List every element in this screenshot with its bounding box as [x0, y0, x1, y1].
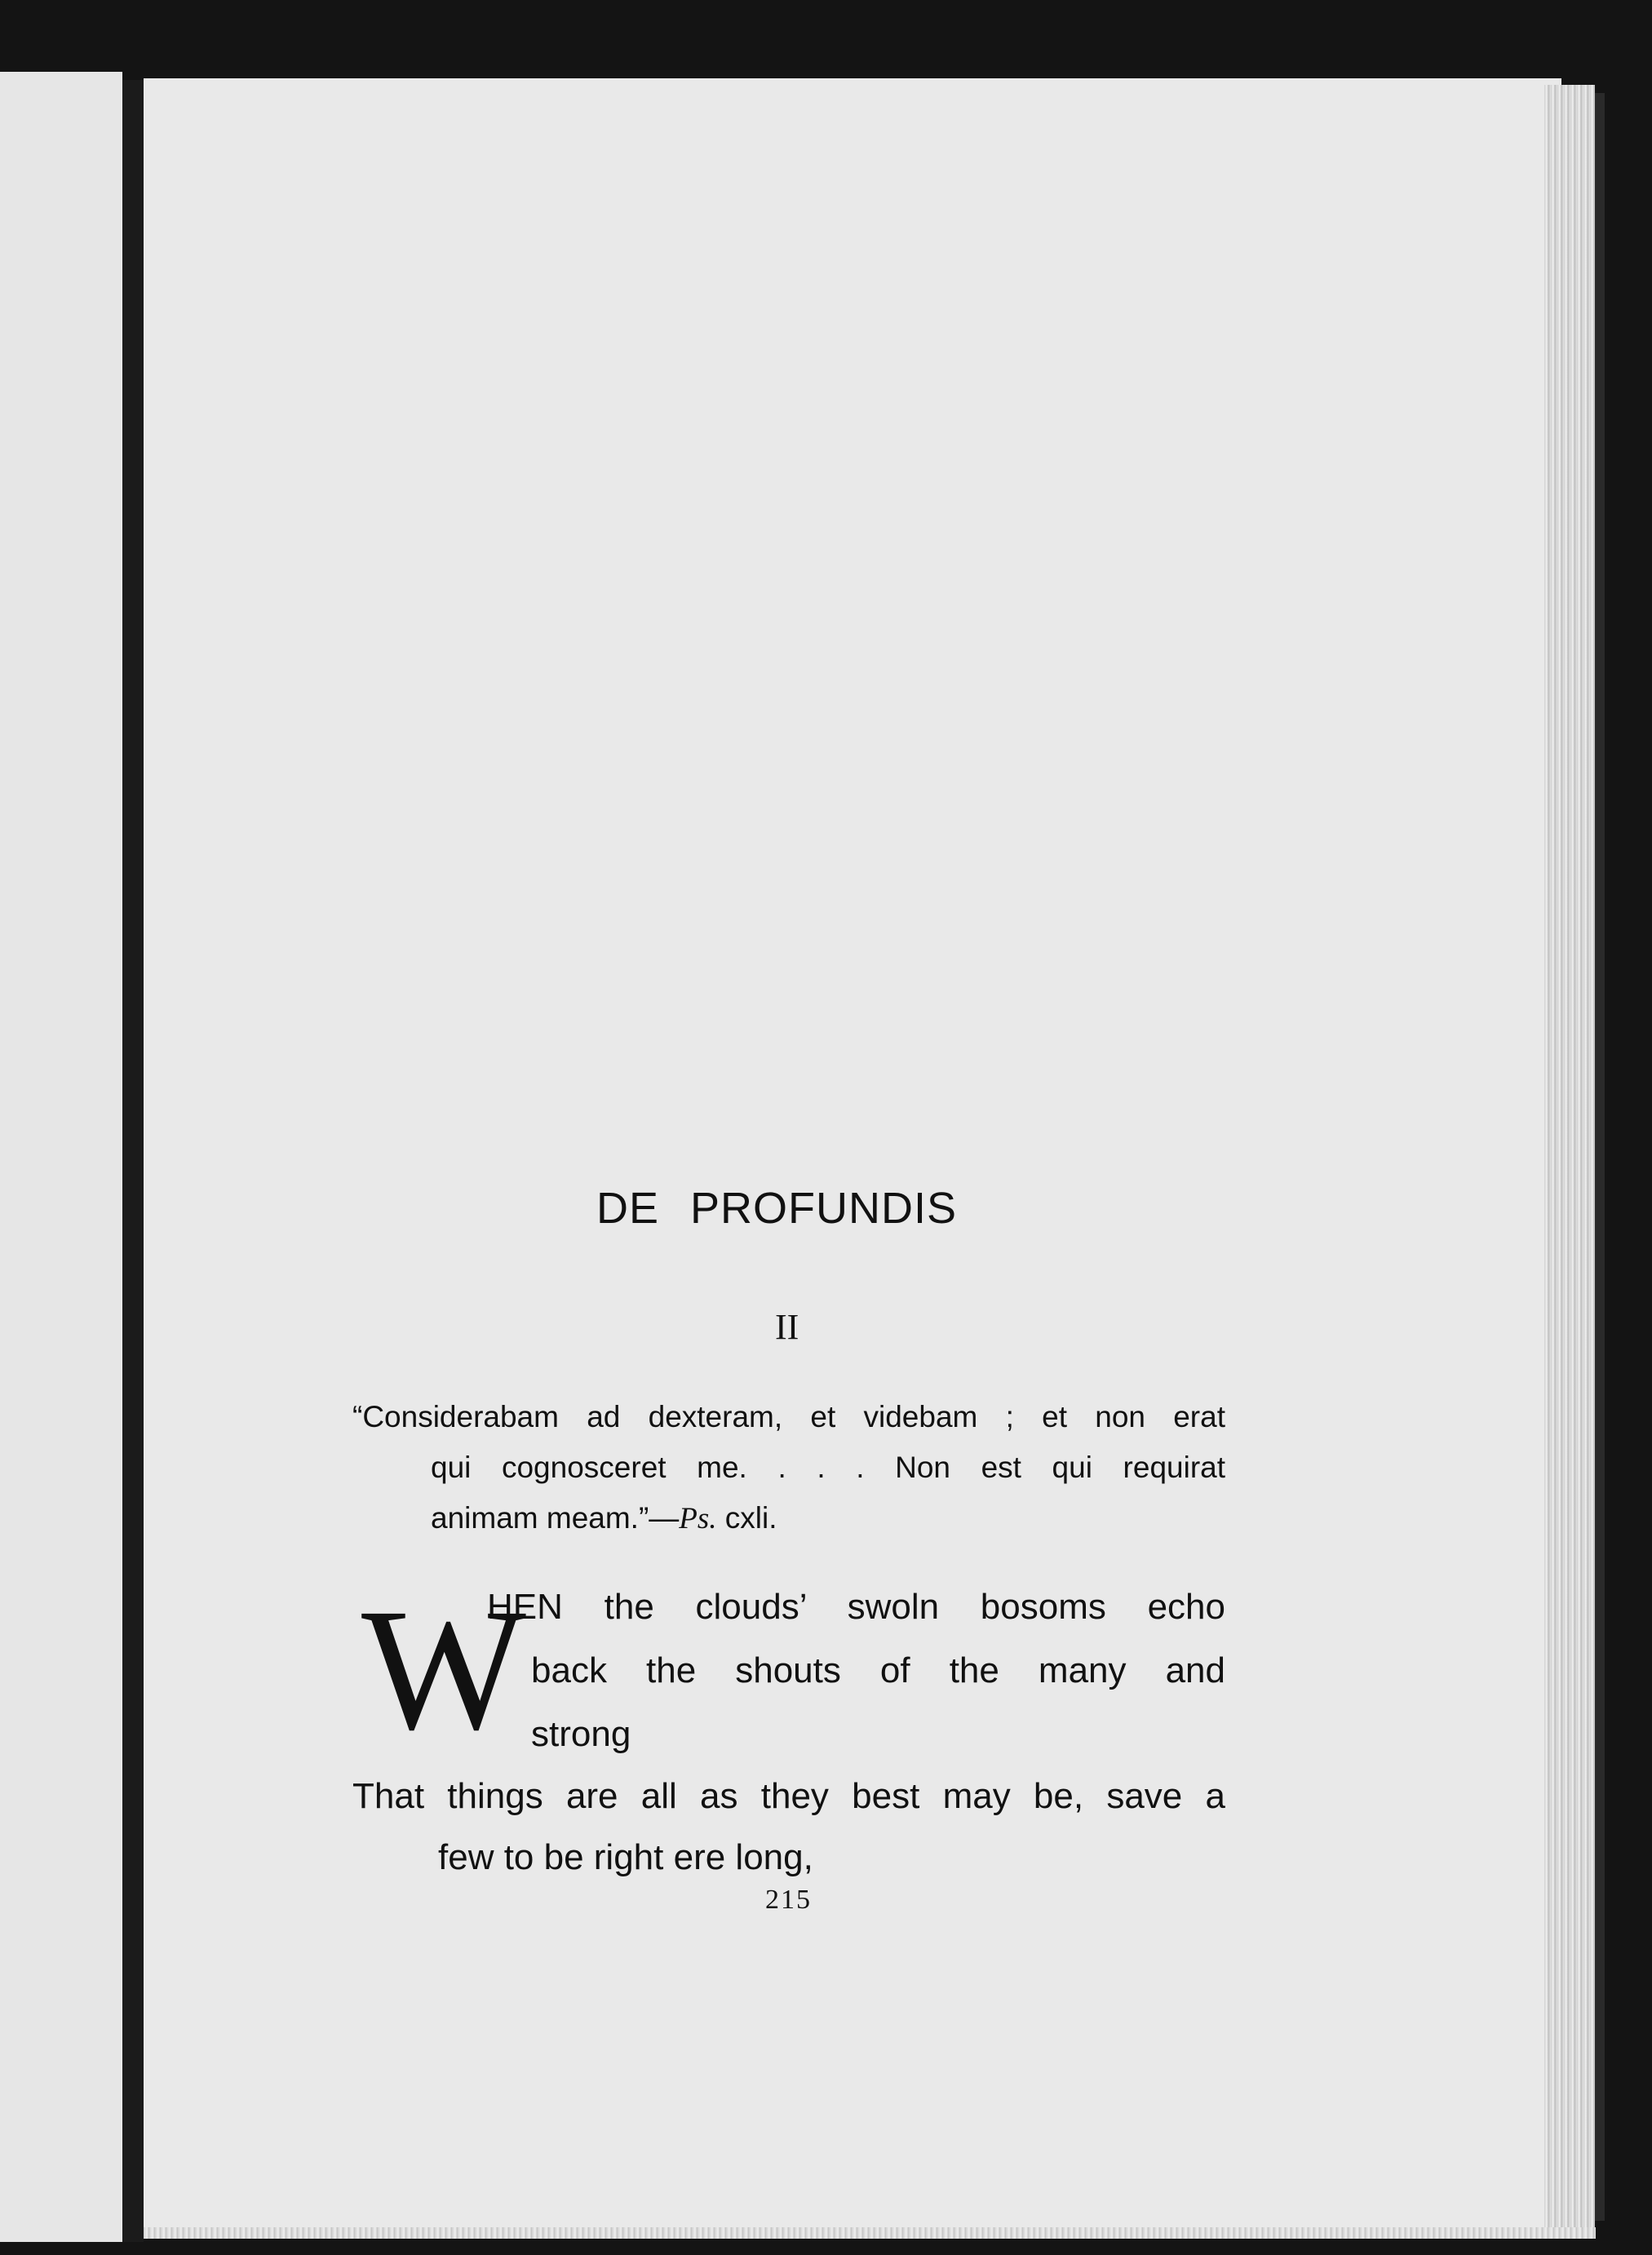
verse-line-1: HEN the clouds’ swoln bosoms echo	[487, 1587, 1225, 1627]
poem-title: DE PROFUNDIS	[596, 1184, 958, 1233]
verse-line-5: few to be right ere long,	[438, 1837, 813, 1877]
page-number: 215	[765, 1885, 812, 1915]
epigraph-text-end: animam meam.”—	[431, 1501, 680, 1535]
epigraph-line-3	[352, 1493, 1225, 1544]
epigraph-reference: cxli.	[716, 1501, 777, 1535]
epigraph-source: Ps.	[679, 1502, 717, 1535]
section-numeral: II	[775, 1307, 799, 1347]
verse-line-4: That things are all as they best may be, save a	[352, 1776, 1225, 1816]
drop-cap: W	[361, 1573, 526, 1766]
verse-line-3: strong	[531, 1714, 631, 1754]
verse-line-2: back the shouts of the many and	[531, 1650, 1225, 1690]
epigraph-line-2: qui cognosceret me. . . . Non est qui requirat	[431, 1451, 1225, 1484]
epigraph	[352, 1392, 1225, 1544]
epigraph-line-1: “Considerabam ad dexteram, et videbam ; et non erat	[352, 1400, 1225, 1433]
